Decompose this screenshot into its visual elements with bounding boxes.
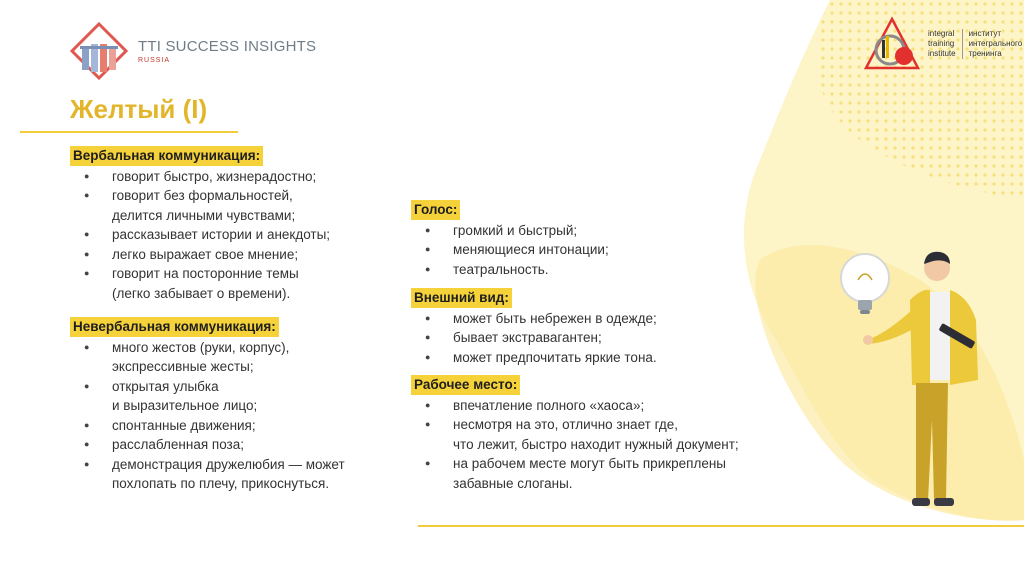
lightbulb-icon [841, 254, 889, 314]
page-title: Желтый (I) [70, 94, 208, 124]
list-item [411, 309, 811, 329]
list-item-line: ● говорит на посторонние темы [112, 266, 299, 281]
list-item-line: ● открытая улыбка [112, 378, 219, 394]
logo-en-line: integral [928, 29, 955, 38]
bullet-list [411, 396, 811, 494]
list-item [411, 240, 811, 260]
list-item [70, 225, 410, 245]
iti-logo [858, 16, 1022, 72]
list-item [411, 260, 811, 280]
list-item-line: ● бывает экстравагантен; [453, 330, 602, 345]
section-heading: Внешний вид: [411, 288, 512, 308]
logo-ru-line: институт [968, 29, 1002, 38]
list-item [70, 167, 410, 187]
logo-sub-text: RUSSIA [138, 57, 171, 64]
section-heading: Вербальная коммуникация: [70, 146, 263, 166]
list-item [70, 416, 410, 436]
list-item-line: ● демонстрация дружелюбия — может [112, 456, 345, 472]
list-item-line: ● впечатление полного «хаоса»; [453, 397, 645, 413]
list-item [70, 338, 410, 377]
section-heading: Невербальная коммуникация: [70, 317, 279, 337]
section-nonverbal [70, 317, 410, 494]
section-verbal [70, 146, 410, 303]
list-item [70, 186, 410, 225]
list-item [411, 328, 811, 348]
section-heading: Голос: [411, 200, 460, 220]
list-item-line: ● громкий и быстрый; [453, 222, 578, 238]
list-item-line: экспрессивные жесты; [112, 359, 254, 374]
list-item-line: ● несмотря на это, отлично знает где, [453, 417, 679, 432]
list-item [70, 264, 410, 303]
title-underline [20, 131, 238, 133]
list-item-line: ● рассказывает истории и анекдоты; [112, 227, 331, 242]
list-item [70, 455, 410, 494]
bullet-list [70, 167, 410, 304]
bullet-list [411, 221, 811, 280]
list-item-line: ● театральность. [453, 261, 549, 277]
list-item [70, 245, 410, 265]
list-item-line: ● много жестов (руки, корпус), [112, 339, 290, 355]
section-voice [411, 200, 811, 279]
list-item-line: ● говорит быстро, жизнерадостно; [112, 168, 317, 184]
bottom-divider [418, 525, 1024, 527]
list-item [70, 377, 410, 416]
list-item-line: ● спонтанные движения; [112, 417, 256, 433]
bullet-list [411, 309, 811, 368]
logo-ru-line: интегрального [968, 39, 1023, 48]
section-workplace [411, 375, 811, 493]
list-item-line: ● расслабленная поза; [112, 437, 245, 452]
list-item-line: и выразительное лицо; [112, 398, 258, 413]
list-item-line: похлопать по плечу, прикоснуться. [112, 476, 330, 491]
list-item-line: ● меняющиеся интонации; [453, 242, 609, 257]
list-item-line: ● говорит без формальностей, [112, 188, 293, 203]
list-item [411, 396, 811, 416]
list-item-line: ● легко выражает свое мнение; [112, 246, 299, 262]
tti-logo [70, 22, 316, 80]
logo-en-line: training [928, 39, 955, 48]
list-item [411, 454, 811, 493]
logo-ru-line: тренинга [968, 49, 1002, 58]
list-item-line: что лежит, быстро находит нужный документ; [453, 436, 739, 452]
logo-brand-text: TTI SUCCESS INSIGHTS [138, 38, 317, 55]
list-item-line: ● на рабочем месте могут быть прикреплены [453, 456, 727, 471]
section-appearance [411, 288, 811, 367]
tti-logo-icon [70, 22, 128, 80]
iti-logo-icon [858, 16, 922, 72]
logo-en-line: institute [928, 49, 956, 58]
list-item [70, 435, 410, 455]
list-item [411, 415, 811, 454]
list-item-line: ● может предпочитать яркие тона. [453, 349, 657, 365]
list-item [411, 221, 811, 241]
list-item [411, 348, 811, 368]
section-heading: Рабочее место: [411, 375, 520, 395]
bullet-list [70, 338, 410, 494]
logo-divider [962, 29, 963, 59]
man-with-lightbulb-illustration [830, 240, 990, 520]
list-item-line: забавные слоганы. [453, 475, 573, 491]
list-item-line: (легко забывает о времени). [112, 285, 291, 301]
list-item-line: делится личными чувствами; [112, 207, 296, 223]
list-item-line: ● может быть небрежен в одежде; [453, 310, 657, 326]
